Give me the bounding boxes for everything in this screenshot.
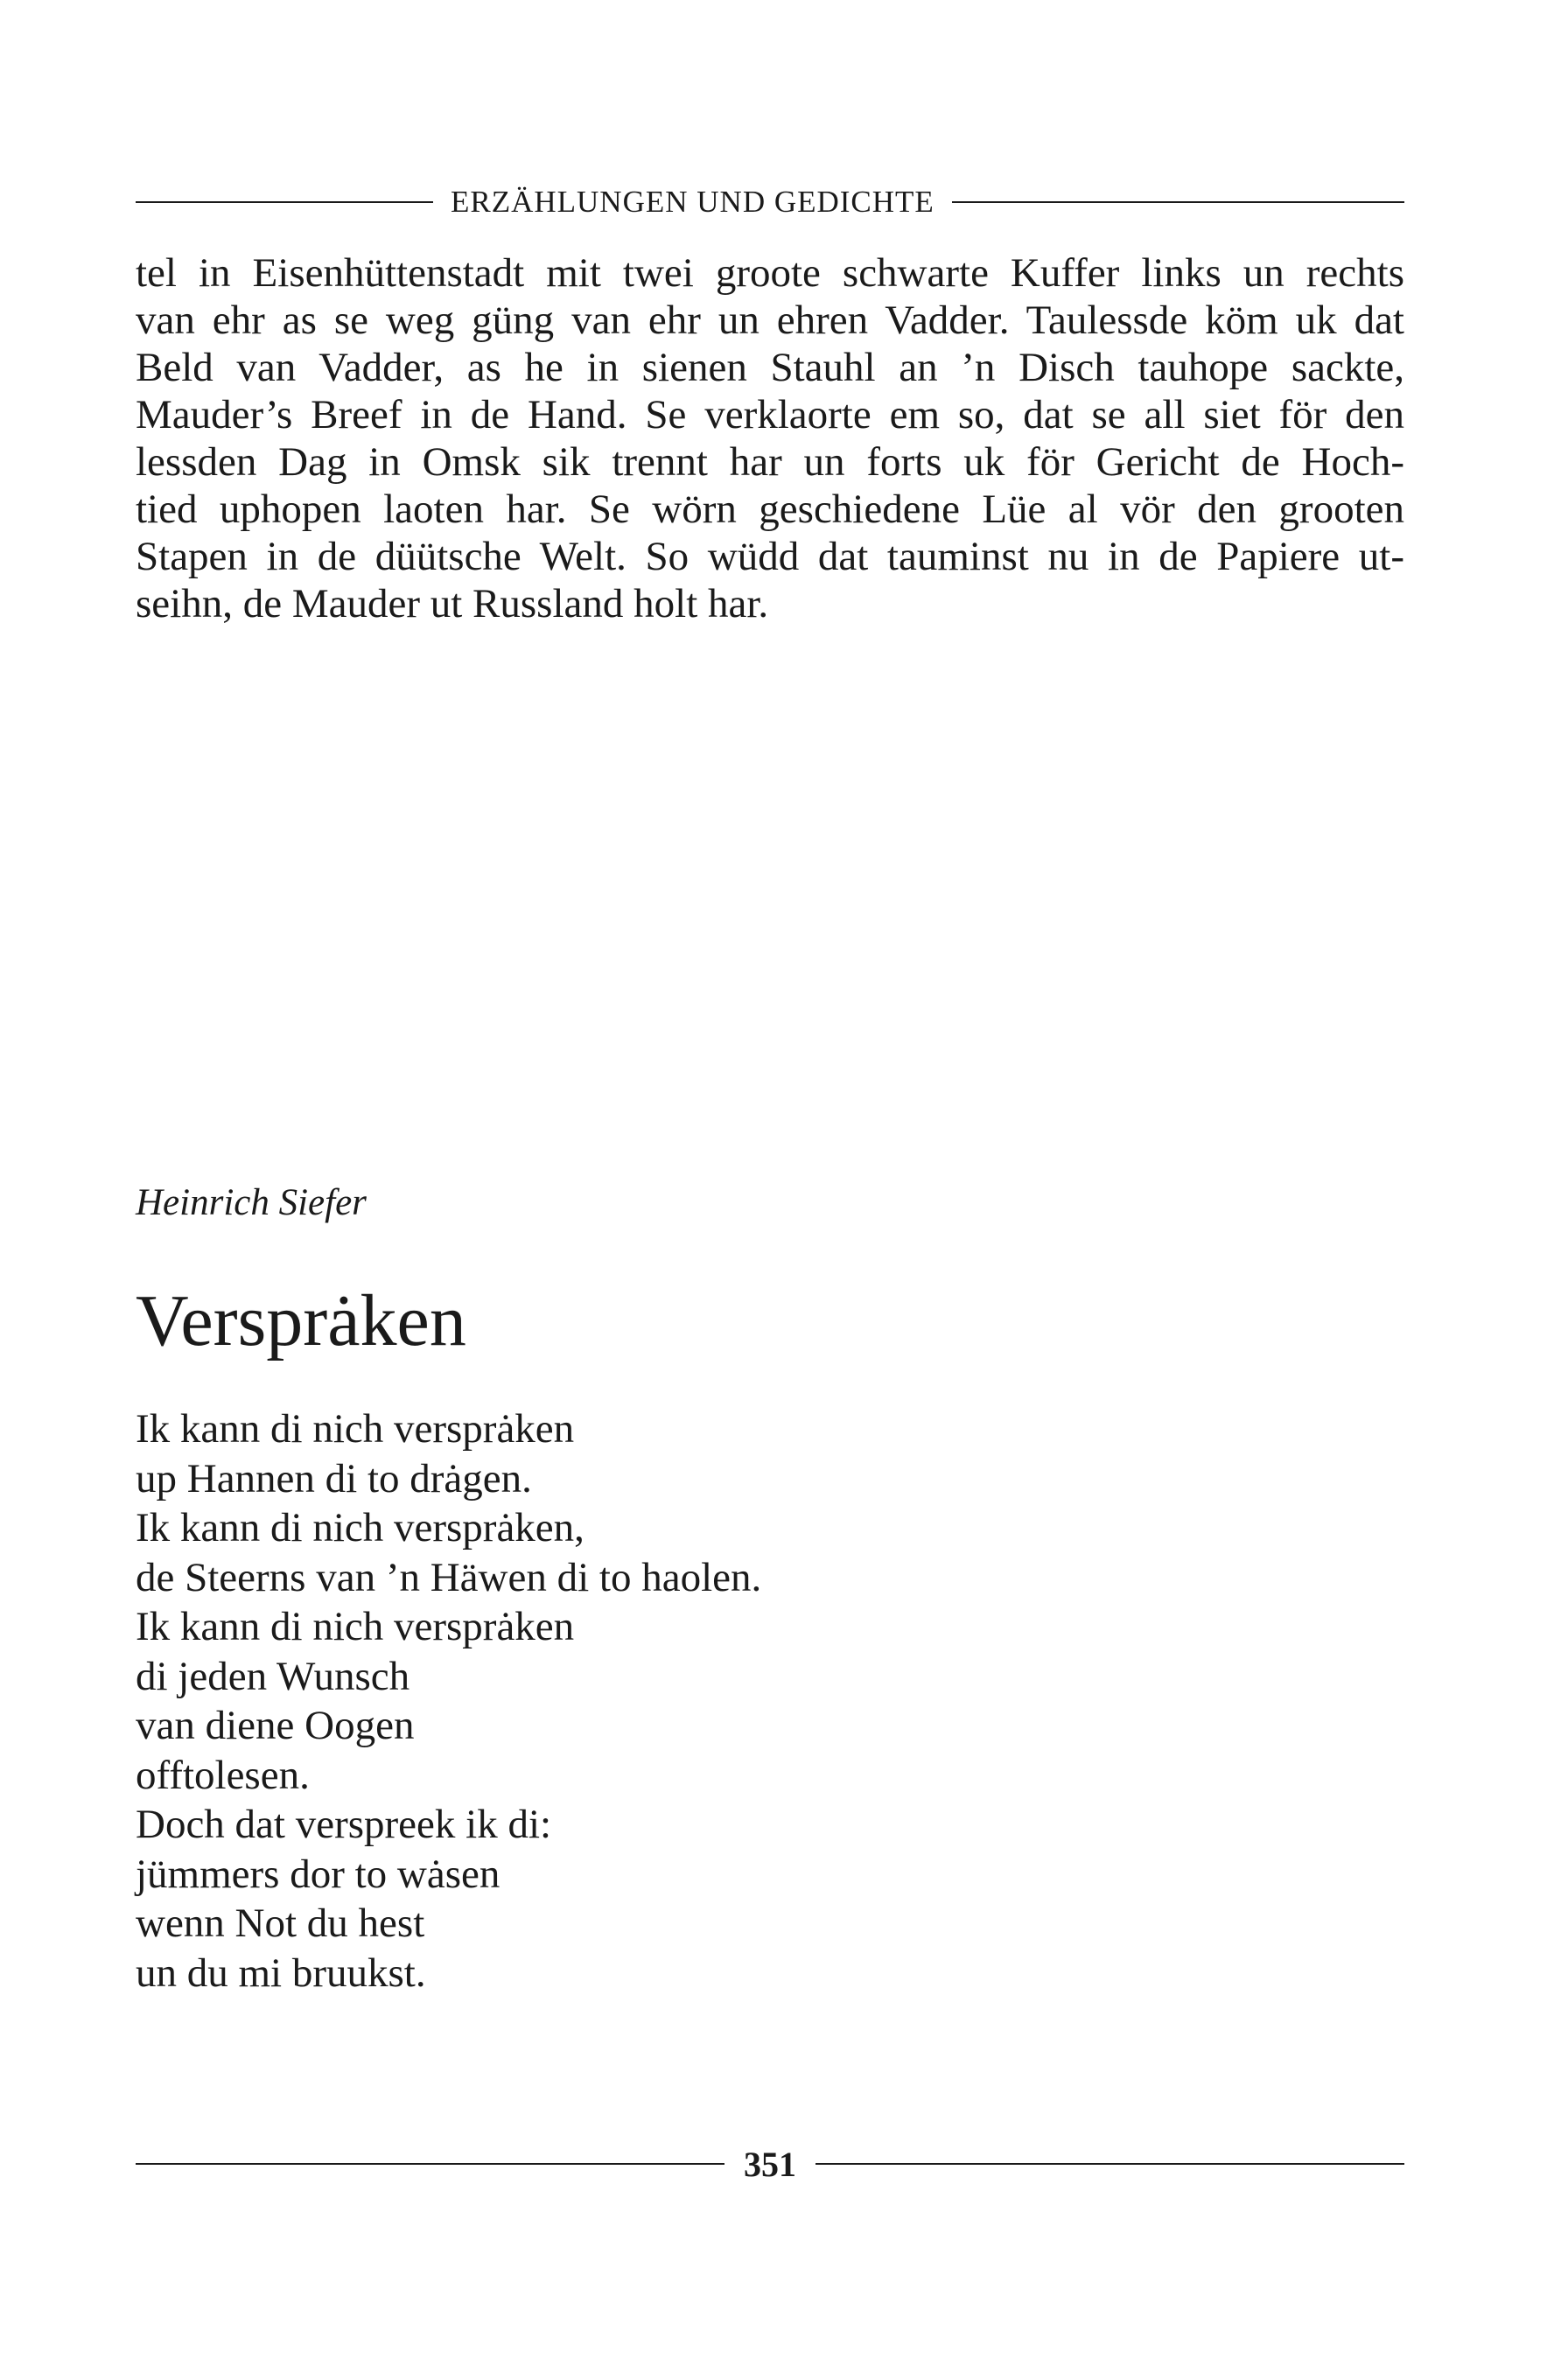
poem-line: wenn Not du hest bbox=[136, 1900, 425, 1946]
poem-title: Versprȧken bbox=[136, 1280, 466, 1362]
page-footer bbox=[136, 2138, 1404, 2190]
poem-line: Ik kann di nich versprȧken bbox=[136, 1406, 575, 1452]
page-number: 351 bbox=[744, 2144, 796, 2184]
running-header bbox=[136, 180, 1404, 224]
header-rule-left bbox=[136, 201, 433, 203]
running-head-title: ERZÄHLUNGEN UND GEDICHTE bbox=[451, 185, 934, 219]
poem-line: Ik kann di nich versprȧken, bbox=[136, 1505, 584, 1550]
poem-line: un du mi bruukst. bbox=[136, 1950, 426, 1996]
footer-rule-right bbox=[816, 2163, 1404, 2165]
poem-body bbox=[136, 1404, 761, 1998]
poem-line: up Hannen di to drȧgen. bbox=[136, 1455, 532, 1502]
poem-line: di jeden Wunsch bbox=[136, 1653, 410, 1699]
poem-line: offtolesen. bbox=[136, 1752, 310, 1798]
prose-line: Beld van Vadder, as he in sienen Stauhl an ’n Disch tauhope sackte, bbox=[136, 345, 1404, 390]
prose-line: Stapen in de düütsche Welt. So wüdd dat tauminst nu in de Papiere ut- bbox=[136, 534, 1404, 579]
prose-line: tied uphopen laoten har. Se wörn geschiedene Lüe al vör den grooten bbox=[136, 486, 1404, 532]
poem-line: Doch dat verspreek ik di: bbox=[136, 1802, 552, 1847]
footer-rule-left bbox=[136, 2163, 724, 2165]
prose-line: seihn, de Mauder ut Russland holt har. bbox=[136, 581, 769, 626]
prose-line: tel in Eisenhüttenstadt mit twei groote schwarte Kuffer links un rechts bbox=[136, 250, 1404, 296]
prose-line: van ehr as se weg güng van ehr un ehren Vadder. Taulessde köm uk dat bbox=[136, 298, 1404, 343]
prose-line: Mauder’s Breef in de Hand. Se verklaorte em so, dat se all siet för den bbox=[136, 392, 1404, 438]
poem-line: de Steerns van ’n Häwen di to haolen. bbox=[136, 1554, 762, 1600]
header-rule-right bbox=[952, 201, 1404, 203]
poem-line: jümmers dor to wȧsen bbox=[136, 1851, 500, 1897]
poem-line: Ik kann di nich versprȧken bbox=[136, 1604, 575, 1649]
prose-line: lessden Dag in Omsk sik trennt har un forts uk för Gericht de Hoch- bbox=[136, 439, 1404, 485]
prose-paragraph bbox=[136, 249, 1404, 627]
poem-line: van diene Oogen bbox=[136, 1703, 415, 1748]
poem-author: Heinrich Siefer bbox=[136, 1182, 367, 1223]
